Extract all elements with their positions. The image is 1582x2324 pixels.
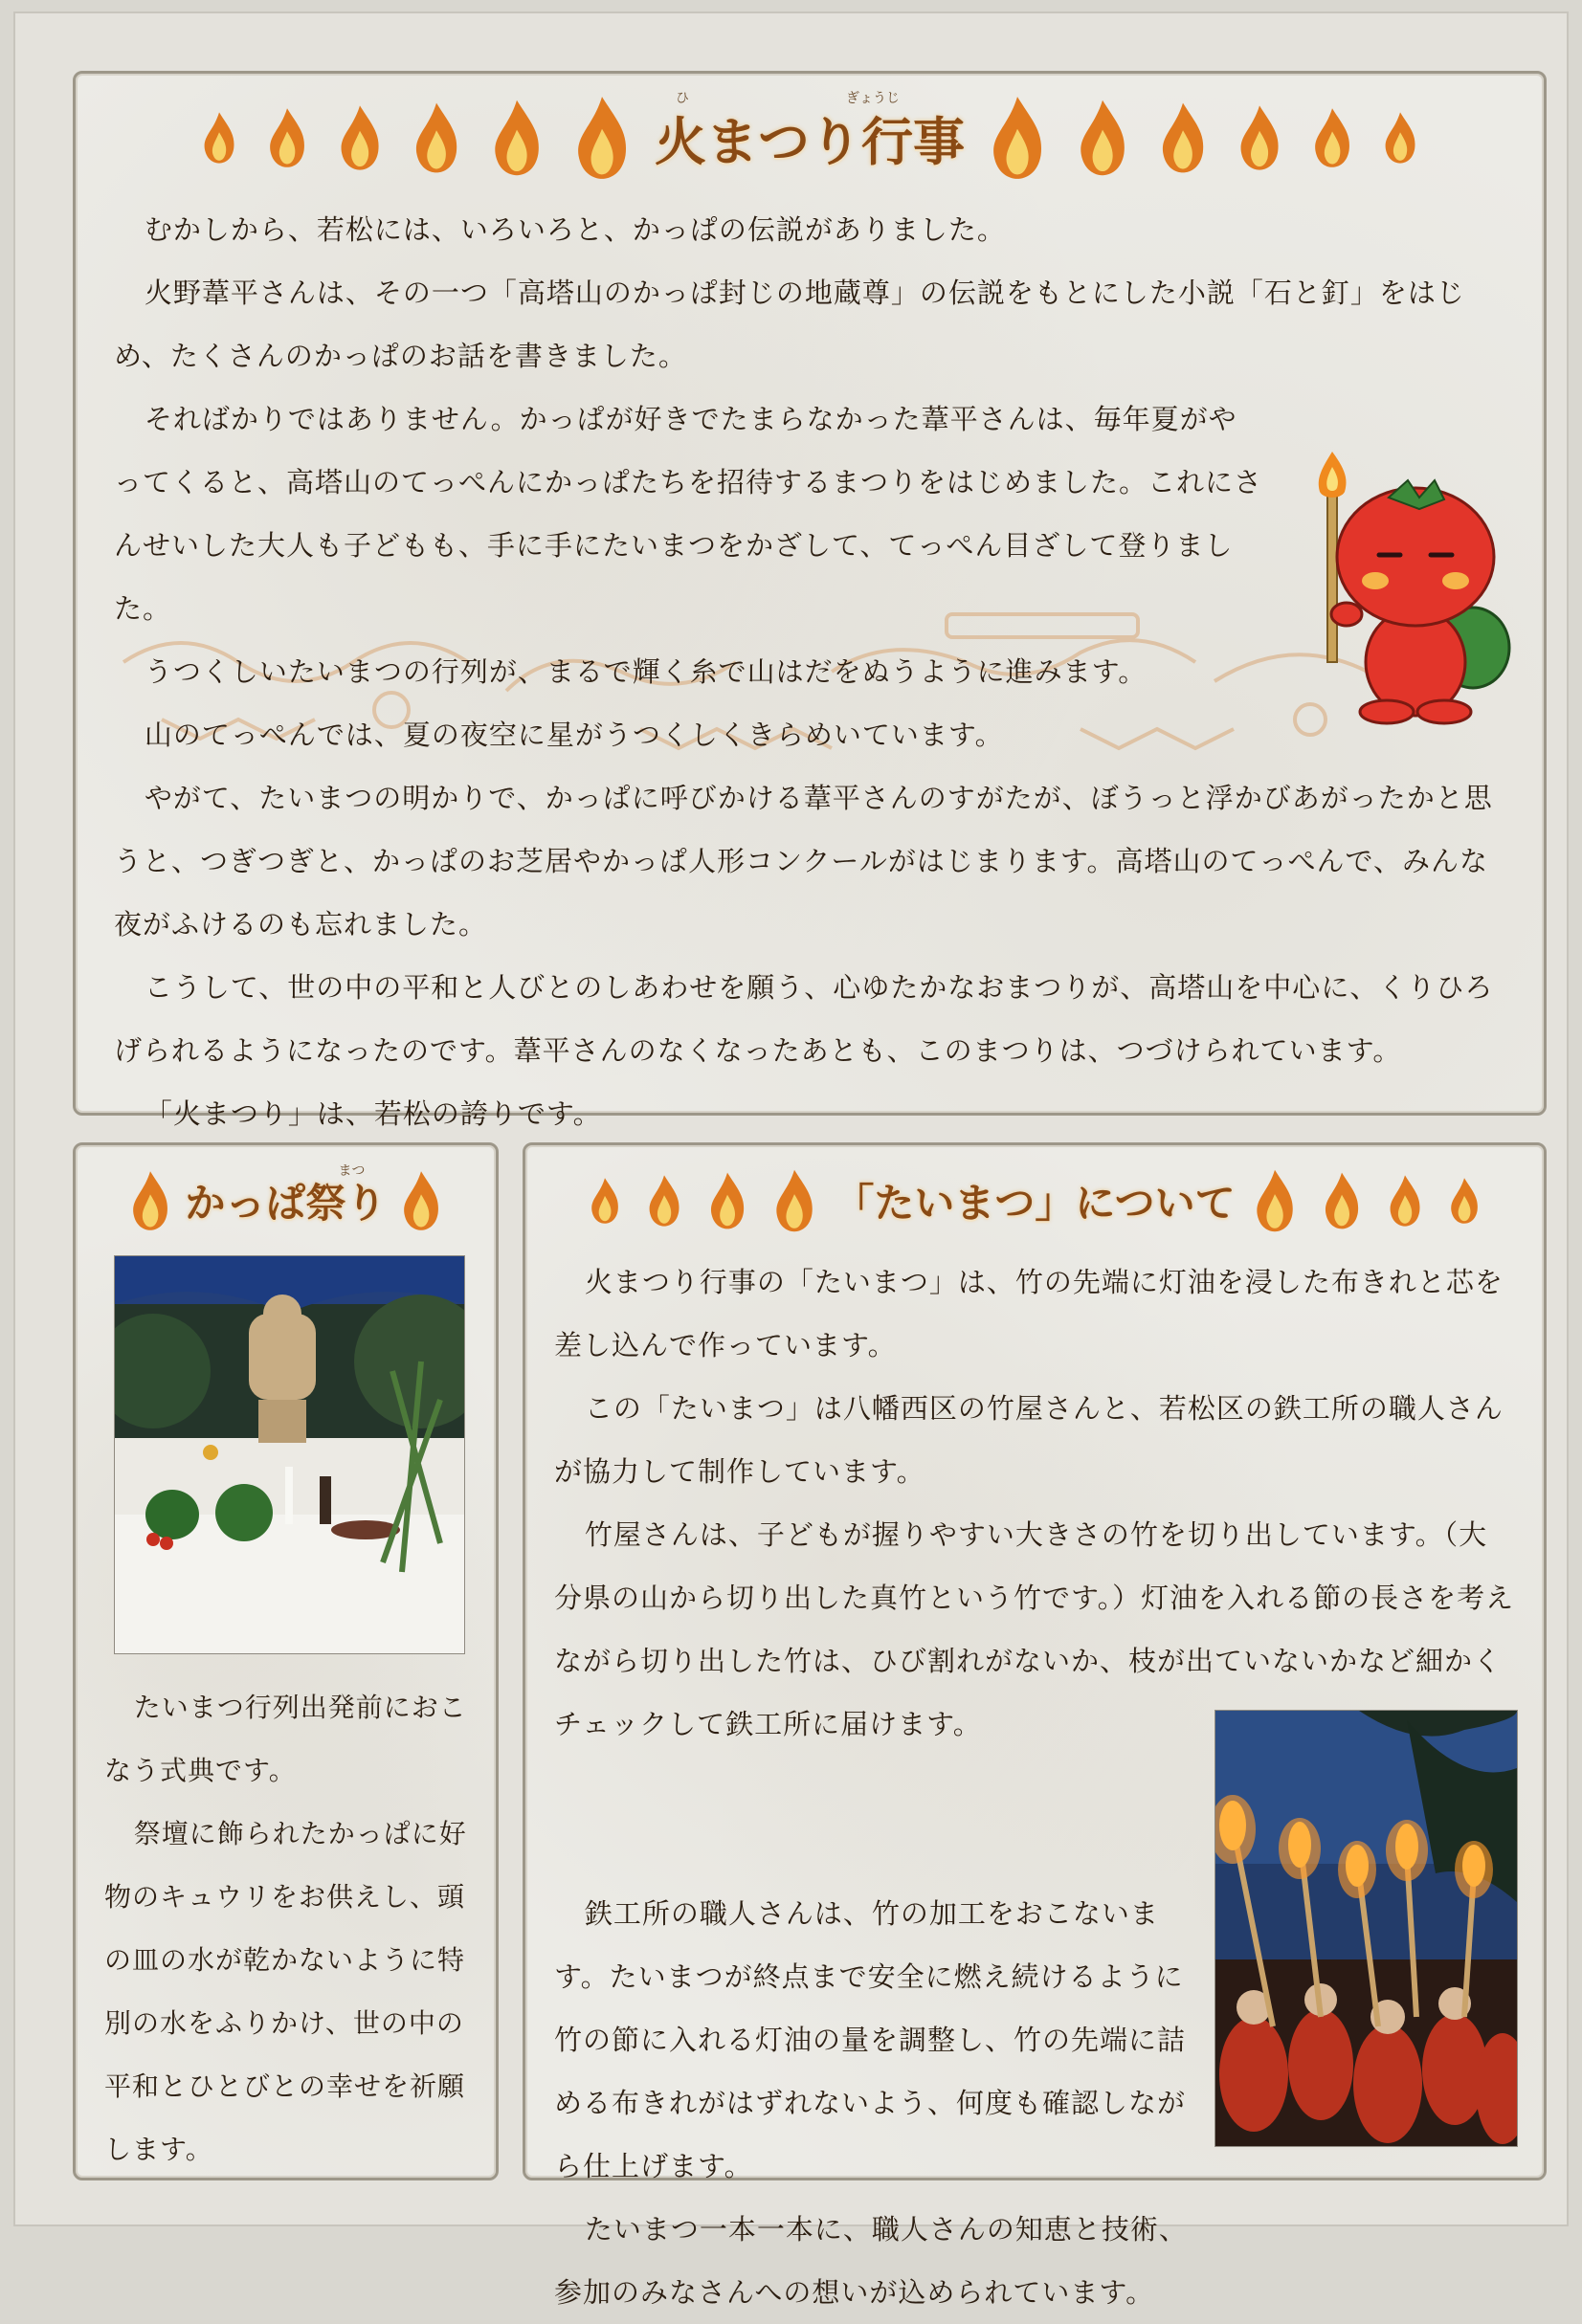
flame-icon [707,1170,747,1231]
flame-icon [1382,110,1418,166]
title-ruby-hi: ひ [676,90,689,106]
taimatsu-title: 「たいまつ」について [834,1180,1236,1227]
paragraph: そればかりではありません。かっぱが好きでたまらなかった葦平さんは、毎年夏がやってくると、高塔山のてっぺんにかっぱたちを招待するまつりをはじめました。これにさんせいした大人も子どもも、手に手にたいまつをかざして、てっぺん目ざして登りました。 [114,403,1263,625]
kappa-festival-title-wrap [185,1163,387,1229]
paragraph: たいまつ一本一本に、職人さんの知恵と技術、参加のみなさんへの想いが込められています。 [554,2213,1188,2309]
fire-festival-title-wrap [655,90,965,175]
paragraph: うつくしいたいまつの行列が、まるで輝く糸で山はだをぬうように進みます。 [144,655,1148,688]
flame-icon [337,103,383,172]
kappa-festival-title: かっぱ祭り [185,1180,387,1227]
flame-icon [400,1169,442,1232]
paragraph: 火野葦平さんは、その一つ「高塔山のかっぱ封じの地蔵尊」の伝説をもとにした小説「石と釘」をはじめ、たくさんのかっぱのお話を書きました。 [114,277,1465,372]
paragraph: 祭壇に飾られたかっぱに好物のキュウリをお供えし、頭の皿の水が乾かないように特別の水をふりかけ、世の中の平和とひとびとの幸せを祈願します。 [104,1818,467,2165]
paragraph: たいまつ行列出発前におこなう式典です。 [104,1692,467,1786]
flame-icon [1387,1173,1423,1228]
taimatsu-body-upper [554,1251,1516,1756]
paragraph: こうして、世の中の平和と人びとのしあわせを願う、心ゆたかなおまつりが、高塔山を中心に、くりひろげられるようになったのです。葦平さんのなくなったあとも、このまつりは、つづけられています。 [114,971,1494,1067]
flame-icon [772,1167,816,1234]
kappa-title-ruby: まつ [338,1163,366,1179]
kappa-festival-body [104,1676,473,2181]
flame-icon [988,94,1047,182]
kappa-festival-title-row [76,1162,496,1239]
flame-icon [1311,106,1353,169]
paragraph: やがて、たいまつの明かりで、かっぱに呼びかける葦平さんのすがたが、ぼうっと浮かびあがったかと思うと、つぎつぎと、かっぱのお芝居やかっぱ人形コンクールがはじまります。高塔山のてっぺんで、みんな夜がふけるのも忘れました。 [114,782,1493,941]
paragraph: 竹屋さんは、子どもが握りやすい大きさの竹を切り出しています。（大分県の山から切り出した真竹という竹です。）灯油を入れる節の長さを考えながら切り出した竹は、ひび割れがないか、枝が出ていないかなど細かくチェックして鉄工所に届けます。 [554,1518,1515,1740]
fire-festival-title: 火まつり行事 [655,111,965,172]
flame-icon [1253,1167,1297,1234]
flame-icon [1448,1176,1481,1226]
title-ruby-gyouji: ぎょうじ [846,90,900,106]
flame-icon [1237,103,1282,172]
torch-procession-photo [1214,1710,1518,2147]
flame-icon [572,94,632,182]
flame-icon [412,100,461,175]
paragraph: 「火まつり」は、若松の誇りです。 [144,1097,602,1130]
flame-icon [266,106,308,169]
fire-festival-body [114,198,1511,1145]
fire-festival-panel [73,71,1547,1130]
paragraph: 鉄工所の職人さんは、竹の加工をおこないます。たいまつが終点まで安全に燃え続けるように竹の節に入れる灯油の量を調整し、竹の先端に詰める布きれがはずれないよう、何度も確認しながら仕上げます。 [554,1897,1187,2182]
paragraph: 火まつり行事の「たいまつ」は、竹の先端に灯油を浸した布きれと芯を差し込んで作っています。 [554,1266,1504,1361]
flame-icon [201,110,237,166]
taimatsu-panel [523,1142,1547,2309]
flame-icon [589,1176,621,1226]
flame-icon [129,1169,171,1232]
taimatsu-title-row [525,1162,1544,1239]
paragraph: むかしから、若松には、いろいろと、かっぱの伝説がありました。 [144,213,1006,246]
flame-icon [1322,1170,1362,1231]
flyer-page [13,11,1569,2309]
paragraph: この「たいまつ」は八幡西区の竹屋さんと、若松区の鉄工所の職人さんが協力して制作しています。 [554,1392,1504,1488]
flame-icon [1158,100,1208,175]
flame-icon [1076,98,1129,178]
kappa-festival-panel [73,1142,499,2180]
kappa-shrine-photo [114,1255,465,1654]
taimatsu-body-lower [554,1882,1195,2324]
paragraph: 山のてっぺんでは、夏の夜空に星がうつくしくきらめいています。 [144,719,1004,751]
flame-icon [490,98,544,178]
flame-icon [646,1173,682,1228]
fire-festival-title-row [76,90,1544,181]
